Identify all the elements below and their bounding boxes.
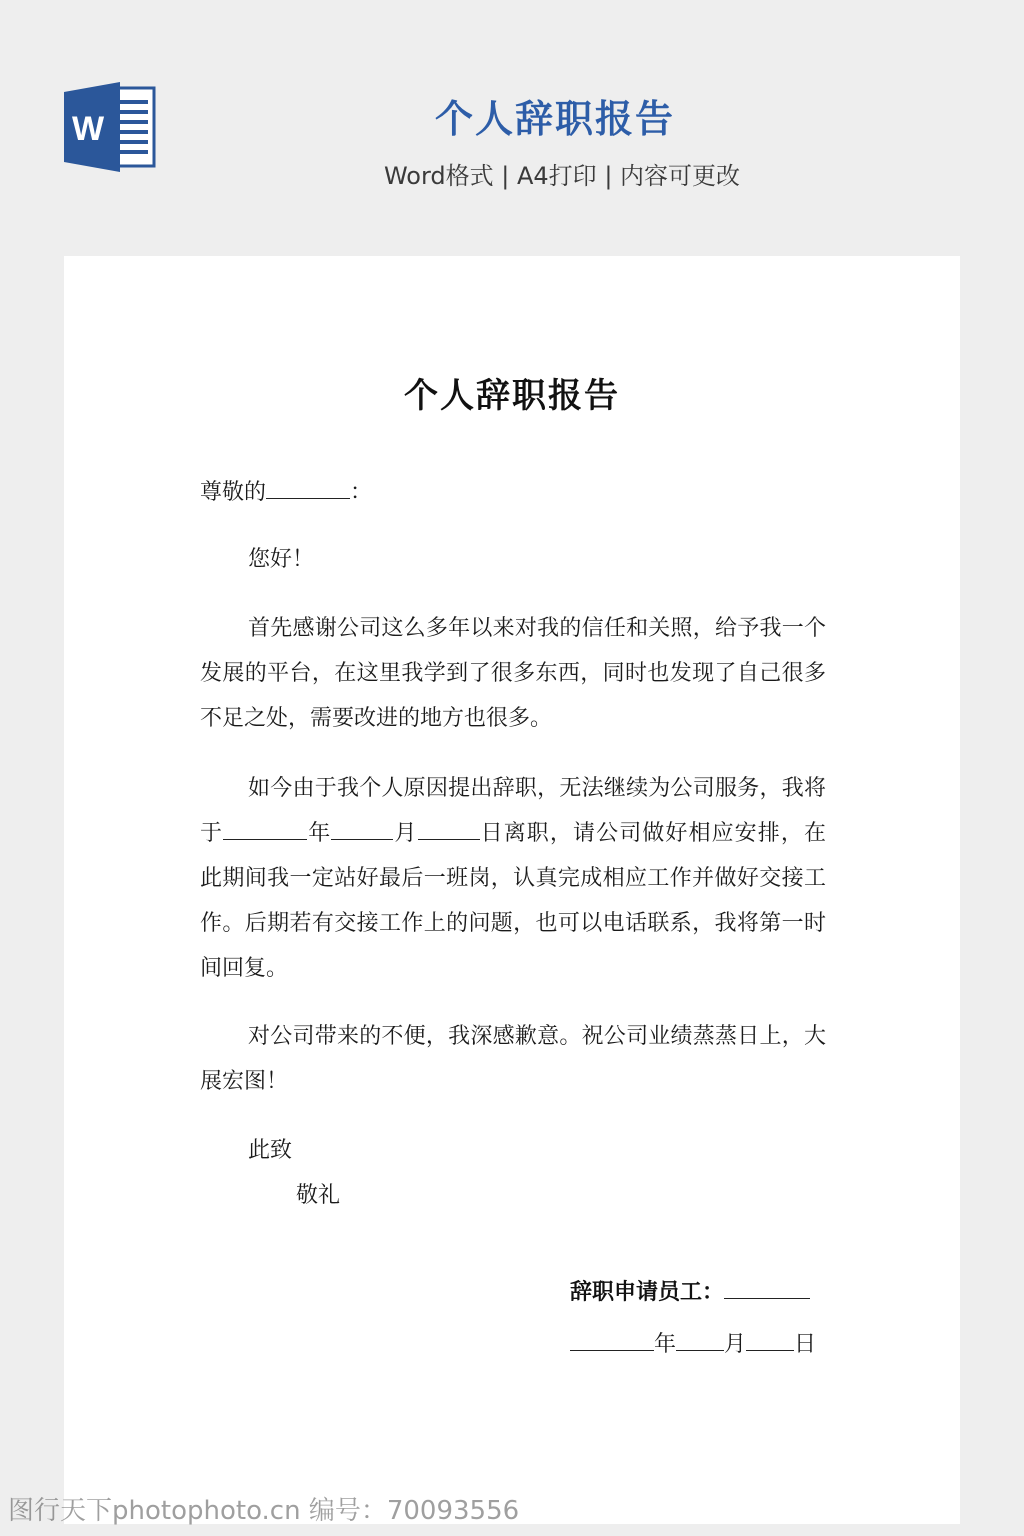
- sign-day-blank[interactable]: [746, 1328, 794, 1351]
- greeting: 您好！: [248, 547, 315, 572]
- header-title: 个人辞职报告: [434, 97, 675, 141]
- signature-date: [570, 1322, 816, 1367]
- paragraph-3: 对公司带来的不便，我深感歉意。祝公司业绩蒸蒸日上，大展宏图！: [200, 1024, 826, 1094]
- sign-year-label: 年: [654, 1332, 677, 1357]
- sign-year-blank[interactable]: [570, 1328, 654, 1351]
- signature-line: [570, 1270, 810, 1315]
- leave-month-label: 月: [393, 821, 418, 846]
- paragraph-2-part-a: 如今由于我个人原因提出辞职，无法继续为公司服务，我将于: [200, 776, 826, 846]
- closing-line-1: 此致: [248, 1138, 293, 1163]
- employee-name-blank[interactable]: [724, 1276, 810, 1299]
- salutation-prefix: 尊敬的: [200, 480, 267, 505]
- header-subtitle: Word格式 | A4打印 | 内容可更改: [383, 162, 741, 190]
- leave-month-blank[interactable]: [331, 817, 393, 840]
- document-page: [64, 256, 960, 1524]
- signature-label: 辞职申请员工：: [570, 1279, 725, 1305]
- closing-line-2: 敬礼: [296, 1183, 341, 1208]
- leave-year-blank[interactable]: [223, 817, 307, 840]
- paragraph-1: 首先感谢公司这么多年以来对我的信任和关照，给予我一个发展的平台，在这里我学到了很多东西，同时也发现了自己很多不足之处，需要改进的地方也很多。: [200, 616, 826, 731]
- salutation: [200, 470, 826, 515]
- sign-month-label: 月: [724, 1332, 747, 1357]
- sign-month-blank[interactable]: [676, 1328, 724, 1351]
- watermark: 图行天下photophoto.cn 编号：70093556: [8, 1496, 520, 1526]
- paragraph-2-part-b: 日离职，请公司做好相应安排，在此期间我一定站好最后一班岗，认真完成相应工作并做好交接工作。后期若有交接工作上的问题，也可以电话联系，我将第一时间回复。: [200, 821, 826, 981]
- leave-year-label: 年: [307, 821, 332, 846]
- salutation-suffix: ：: [350, 480, 373, 505]
- word-logo-icon: [64, 82, 156, 172]
- document-title: 个人辞职报告: [404, 376, 620, 416]
- word-logo-letter: W: [71, 110, 105, 148]
- leave-day-blank[interactable]: [418, 817, 480, 840]
- paragraph-2: [200, 766, 826, 991]
- recipient-blank[interactable]: [266, 476, 350, 499]
- header: [0, 0, 1024, 255]
- sign-day-label: 日: [794, 1332, 817, 1357]
